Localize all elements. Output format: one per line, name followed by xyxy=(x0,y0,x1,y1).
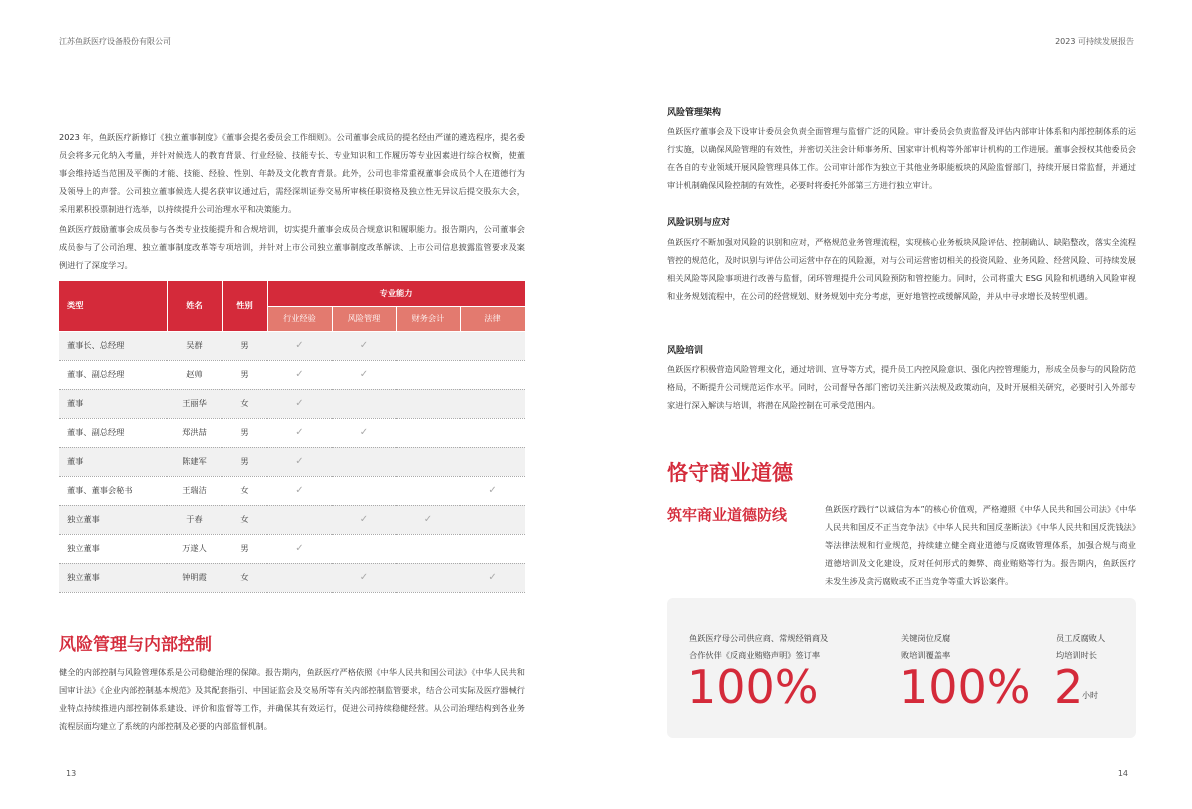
header-finance: 财务会计 xyxy=(396,306,460,331)
cell-name: 万遂人 xyxy=(167,534,222,563)
check-icon: ✓ xyxy=(488,572,497,583)
ethics-stats-panel xyxy=(667,598,1136,738)
cell-industry xyxy=(267,476,332,505)
check-icon: ✓ xyxy=(295,398,304,409)
cell-risk xyxy=(332,476,396,505)
check-icon: ✓ xyxy=(488,485,497,496)
cell-risk xyxy=(332,418,396,447)
cell-finance xyxy=(396,476,460,505)
stat-unit-hours: 小时 xyxy=(1082,691,1098,700)
cell-finance xyxy=(396,418,460,447)
check-icon: ✓ xyxy=(359,514,369,525)
cell-gender: 男 xyxy=(222,534,267,563)
table-row xyxy=(59,563,525,592)
cell-law xyxy=(460,360,525,389)
ethics-subtitle: 筑牢商业道德防线 xyxy=(667,506,788,524)
page-number-right: 14 xyxy=(1117,769,1128,778)
cell-law xyxy=(460,505,525,534)
cell-risk xyxy=(332,360,396,389)
cell-gender: 男 xyxy=(222,447,267,476)
ethics-section-title: 恪守商业道德 xyxy=(667,461,793,485)
cell-name: 王丽华 xyxy=(167,389,222,418)
cell-gender: 女 xyxy=(222,476,267,505)
table-row xyxy=(59,389,525,418)
table-row xyxy=(59,331,525,360)
cell-risk xyxy=(332,505,396,534)
risk-section-title: 风险管理与内部控制 xyxy=(59,635,212,655)
cell-industry xyxy=(267,418,332,447)
cell-finance xyxy=(396,447,460,476)
cell-type: 董事、董事会秘书 xyxy=(59,476,167,505)
cell-type: 董事 xyxy=(59,389,167,418)
cell-type: 董事、副总经理 xyxy=(59,360,167,389)
header-name: 姓名 xyxy=(167,281,222,331)
check-icon: ✓ xyxy=(295,456,304,467)
board-training-paragraph: 鱼跃医疗鼓励董事会成员参与各类专业技能提升和合规培训，切实提升董事会成员合规意识和履职能力。报告期内，公司董事会成员参与了公司治理、独立董事制度改革等专项培训，并针对上市公司独立董事制度改革解读、上市公司信息披露监管要求及案例进行了深度学习。 xyxy=(59,224,525,270)
risk-identification-paragraph: 鱼跃医疗不断加强对风险的识别和应对，严格规范业务管理流程，实现核心业务板块风险评估、控制确认、缺陷整改，落实全流程管控的规范化，及时识别与评估公司运营中存在的风险源，对与公司运营密切相关的投资风险、业务风险、经营风险、可持续发展相关风险等风险事项进行改善与监督，闭环管理提升公司风险预防和管控能力。同时，公司将重大 ESG 风险和机遇纳入风险审视和业务规划流程中，在公司的经营规划、财务规划中充分考虑，更好地管控或缓解风险，并从中寻求增长及转型机遇。 xyxy=(667,237,1136,301)
cell-industry xyxy=(267,505,332,534)
board-members-table xyxy=(59,281,526,593)
stat-value-declaration: 100% xyxy=(687,660,819,714)
cell-name: 王瑞洁 xyxy=(167,476,222,505)
cell-law xyxy=(460,563,525,592)
cell-industry xyxy=(267,563,332,592)
table-row xyxy=(59,447,525,476)
board-nomination-paragraph: 2023 年，鱼跃医疗新修订《独立董事制度》《董事会提名委员会工作细则》。公司董事会成员的提名经由严谨的遴选程序，提名委员会将多元化纳入考量，并针对候选人的教育背景、行业经验、技能专长、专业知识和工作履历等专业因素进行综合权衡，使董事会维持适当范围及平衡的才能、技能、经验、性别、年龄及文化教育背景。此外，公司也非常重视董事会成员个人在道德行为及领导上的声誉。公司独立董事候选人提名获审议通过后，需经深圳证券交易所审核任职资格及独立性无异议后提交股东大会，采用累积投票制进行选举，以持续提升公司治理水平和决策能力。 xyxy=(59,132,525,214)
cell-industry xyxy=(267,534,332,563)
check-icon: ✓ xyxy=(295,369,304,380)
header-risk: 风险管理 xyxy=(332,306,396,331)
check-icon: ✓ xyxy=(295,485,304,496)
check-icon: ✓ xyxy=(359,427,369,438)
stat-label-line: 鱼跃医疗母公司供应商、常规经销商及 xyxy=(689,633,829,643)
cell-finance xyxy=(396,534,460,563)
check-icon: ✓ xyxy=(295,543,304,554)
risk-training-paragraph: 鱼跃医疗积极营造风险管理文化，通过培训、宣导等方式，提升员工内控风险意识、强化内控管理能力，形成全员参与的风险防范格局，不断提升公司规范运作水平。同时，公司督导各部门密切关注新兴法规及政策动向，及时开展相关研究，必要时引入外部专家进行深入解读与培训，将潜在风险控制在可承受范围内。 xyxy=(667,364,1136,410)
stat-value-training-coverage: 100% xyxy=(899,660,1031,714)
table-row xyxy=(59,360,525,389)
stat-label-line: 败培训覆盖率 xyxy=(901,650,951,660)
table-row xyxy=(59,534,525,563)
cell-gender: 女 xyxy=(222,563,267,592)
cell-risk xyxy=(332,534,396,563)
check-icon: ✓ xyxy=(359,572,369,583)
check-icon: ✓ xyxy=(359,369,369,380)
cell-industry xyxy=(267,447,332,476)
stat-label-line: 员工反腐败人 xyxy=(1056,633,1106,643)
table-row xyxy=(59,505,525,534)
cell-law xyxy=(460,389,525,418)
check-icon: ✓ xyxy=(359,340,369,351)
risk-identification-title: 风险识别与应对 xyxy=(667,218,731,228)
cell-finance xyxy=(396,360,460,389)
cell-industry xyxy=(267,389,332,418)
stat-label-line: 均培训时长 xyxy=(1056,650,1097,660)
risk-structure-title: 风险管理架构 xyxy=(667,108,722,118)
cell-type: 董事 xyxy=(59,447,167,476)
cell-risk xyxy=(332,331,396,360)
cell-risk xyxy=(332,447,396,476)
stat-label-declaration xyxy=(689,630,879,664)
stat-label-training-coverage xyxy=(901,630,1021,664)
check-icon: ✓ xyxy=(295,427,304,438)
risk-structure-paragraph: 鱼跃医疗董事会及下设审计委员会负责全面管理与监督广泛的风险。审计委员会负责监督及评估内部审计体系和内部控制体系的运行实施，以确保风险管理的有效性，并密切关注会计师事务所、国家审计机构等外部审计机构的工作进展。董事会授权其他委员会在各自的专业领域开展风险管理具体工作。公司审计部作为独立于其他业务职能板块的风险监督部门，持续开展日常监督，并通过审计机制确保风险控制的有效性，必要时将委托外部第三方进行独立审计。 xyxy=(667,126,1136,190)
risk-training-title: 风险培训 xyxy=(667,346,704,356)
cell-type: 独立董事 xyxy=(59,505,167,534)
cell-law xyxy=(460,447,525,476)
stat-value-training-hours: 2 xyxy=(1054,660,1084,714)
ethics-paragraph: 鱼跃医疗践行“以诚信为本”的核心价值观，严格遵照《中华人民共和国公司法》《中华人民共和国反不正当竞争法》《中华人民共和国反垄断法》《中华人民共和国反洗钱法》等法律法规和行业规范，持续建立健全商业道德与反腐败管理体系，加强合规与商业道德培训及文化建设，反对任何形式的舞弊、商业贿赂等行为。报告期内，鱼跃医疗未发生涉及贪污腐败或不正当竞争等重大诉讼案件。 xyxy=(825,504,1136,586)
cell-finance xyxy=(396,563,460,592)
cell-type: 独立董事 xyxy=(59,534,167,563)
cell-gender: 男 xyxy=(222,331,267,360)
cell-name: 陈建军 xyxy=(167,447,222,476)
header-type: 类型 xyxy=(59,281,167,331)
check-icon: ✓ xyxy=(423,514,433,525)
cell-law xyxy=(460,534,525,563)
table-row xyxy=(59,418,525,447)
cell-industry xyxy=(267,360,332,389)
cell-gender: 男 xyxy=(222,418,267,447)
cell-type: 董事长、总经理 xyxy=(59,331,167,360)
cell-name: 吴群 xyxy=(167,331,222,360)
cell-type: 独立董事 xyxy=(59,563,167,592)
table-body xyxy=(59,331,525,592)
cell-name: 于春 xyxy=(167,505,222,534)
table-row xyxy=(59,476,525,505)
cell-gender: 男 xyxy=(222,360,267,389)
cell-industry xyxy=(267,331,332,360)
header-expertise: 专业能力 xyxy=(267,281,525,306)
header-gender: 性别 xyxy=(222,281,267,331)
cell-gender: 女 xyxy=(222,505,267,534)
risk-intro-paragraph: 健全的内部控制与风险管理体系是公司稳健治理的保障。报告期内，鱼跃医疗严格依照《中华人民共和国公司法》《中华人民共和国审计法》《企业内部控制基本规范》及其配套指引、中国证监会及交易所等有关内部控制监管要求，结合公司实际及医疗器械行业特点持续推进内部控制体系建设、评价和监督等工作，并确保其有效运行，促进公司持续稳健经营。从公司治理结构到各业务流程层面均建立了系统的内部控制及必要的内部监督机制。 xyxy=(59,667,525,731)
cell-name: 赵帅 xyxy=(167,360,222,389)
cell-risk xyxy=(332,563,396,592)
cell-type: 董事、副总经理 xyxy=(59,418,167,447)
cell-law xyxy=(460,331,525,360)
stat-label-line: 合作伙伴《反商业贿赂声明》签订率 xyxy=(689,650,821,660)
stat-label-training-hours xyxy=(1056,630,1136,664)
cell-name: 钟明霞 xyxy=(167,563,222,592)
check-icon: ✓ xyxy=(295,340,304,351)
stat-label-line: 关键岗位反腐 xyxy=(901,633,951,643)
cell-finance xyxy=(396,331,460,360)
cell-law xyxy=(460,476,525,505)
header-industry: 行业经验 xyxy=(267,306,332,331)
header-law: 法律 xyxy=(460,306,525,331)
cell-name: 郑洪喆 xyxy=(167,418,222,447)
cell-finance xyxy=(396,389,460,418)
cell-finance xyxy=(396,505,460,534)
cell-law xyxy=(460,418,525,447)
report-title: 2023 可持续发展报告 xyxy=(1055,37,1134,46)
cell-gender: 女 xyxy=(222,389,267,418)
page-number-left: 13 xyxy=(66,769,77,778)
company-name: 江苏鱼跃医疗设备股份有限公司 xyxy=(59,37,171,46)
cell-risk xyxy=(332,389,396,418)
